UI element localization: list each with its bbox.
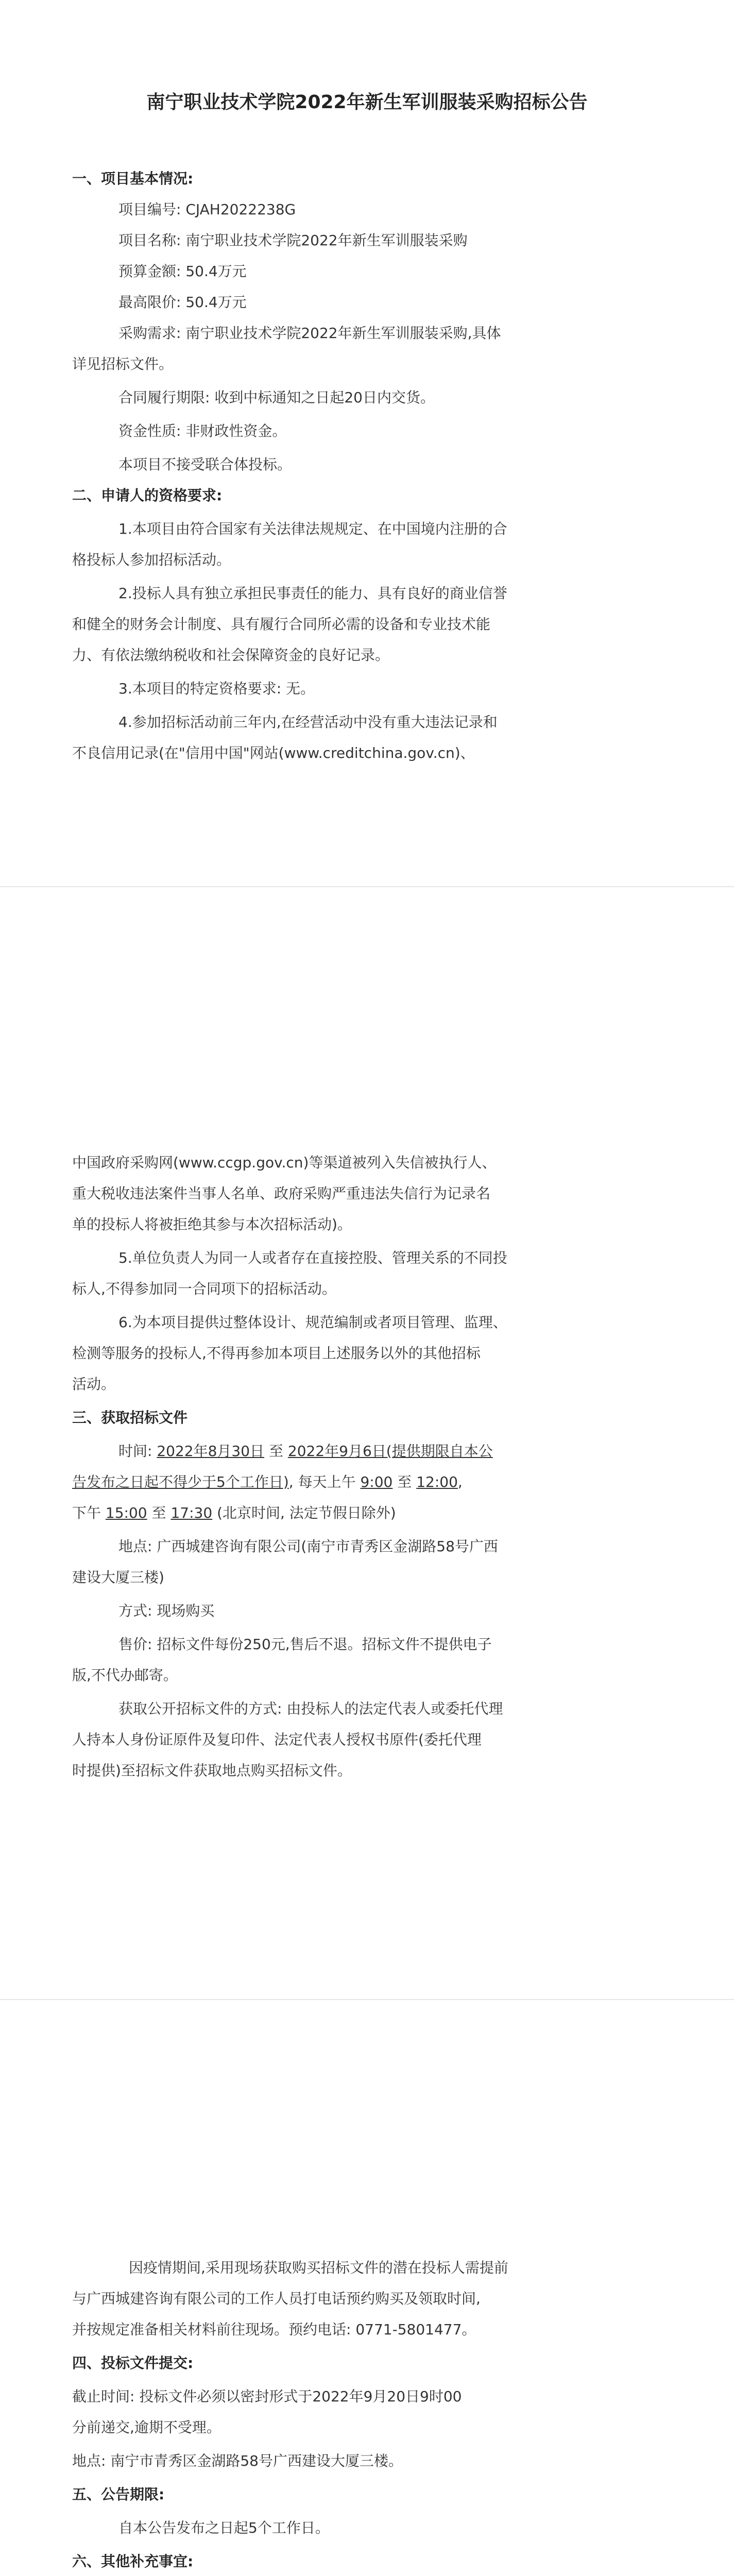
announcement-title: 南宁职业技术学院2022年新生军训服装采购招标公告: [146, 92, 588, 113]
epidemic-notice-line-1: 因疫情期间,采用现场获取购买招标文件的潜在投标人需提前: [129, 2259, 508, 2276]
pm-to: 至: [151, 1504, 166, 1521]
pm-start: 15:00: [105, 1504, 147, 1521]
max-price: 最高限价: 50.4万元: [118, 294, 247, 311]
obtain-way-line-2: 人持本人身份证原件及复印件、法定代表人授权书原件(委托代理: [72, 1731, 482, 1748]
obtain-way-line-1: 获取公开招标文件的方式: 由投标人的法定代表人或委托代理: [118, 1700, 503, 1717]
funds-nature: 资金性质: 非财政性资金。: [118, 422, 287, 439]
time-to: 至: [268, 1443, 283, 1460]
qualification-5-line-2: 标人,不得参加同一合同项下的招标活动。: [72, 1280, 336, 1297]
qualification-2-line-3: 力、有依法缴纳税收和社会保障资金的良好记录。: [72, 647, 390, 664]
page-divider: [0, 1999, 734, 2000]
project-number: 项目编号: CJAH2022238G: [118, 201, 296, 218]
time-start-date: 2022年8月30日: [157, 1443, 265, 1460]
requirement-line-1: 采购需求: 南宁职业技术学院2022年新生军训服装采购,具体: [118, 325, 501, 342]
document-price-line-2: 版,不代办邮寄。: [72, 1667, 178, 1684]
bid-place: 地点: 南宁市青秀区金湖路58号广西建设大厦三楼。: [72, 2452, 403, 2469]
time-daily: 每天上午: [298, 1473, 356, 1490]
qualification-2-line-2: 和健全的财务会计制度、具有履行合同所必需的设备和专业技术能: [72, 616, 491, 633]
obtain-method: 方式: 现场购买: [118, 1602, 215, 1619]
document-price-line-1: 售价: 招标文件每份250元,售后不退。招标文件不提供电子: [118, 1636, 492, 1653]
qualification-4-line-4: 重大税收违法案件当事人名单、政府采购严重违法失信行为记录名: [72, 1185, 491, 1202]
am-to: 至: [397, 1473, 412, 1490]
qualification-4-line-1: 4.参加招标活动前三年内,在经营活动中没有重大违法记录和: [118, 714, 498, 731]
contract-period: 合同履行期限: 收到中标通知之日起20日内交货。: [118, 389, 435, 406]
bid-deadline-line-2: 分前递交,逾期不受理。: [72, 2419, 221, 2436]
qualification-5-line-1: 5.单位负责人为同一人或者存在直接控股、管理关系的不同投: [118, 1249, 507, 1266]
section-heading-obtain-documents: 三、获取招标文件: [72, 1409, 188, 1426]
section-heading-notice-period: 五、公告期限:: [72, 2486, 165, 2503]
am-end: 12:00: [416, 1473, 458, 1490]
qualification-1-line-2: 格投标人参加招标活动。: [72, 551, 231, 568]
requirement-line-2: 详见招标文件。: [72, 355, 174, 372]
bid-deadline-line-1: 截止时间: 投标文件必须以密封形式于2022年9月20日9时00: [72, 2388, 462, 2405]
time-note-line-2: 告发布之日起不得少于5个工作日): [72, 1473, 289, 1490]
qualification-4-line-3: 中国政府采购网(www.ccgp.gov.cn)等渠道被列入失信被执行人、: [72, 1154, 497, 1171]
qualification-6-line-1: 6.为本项目提供过整体设计、规范编制或者项目管理、监理、: [118, 1314, 507, 1331]
qualification-6-line-3: 活动。: [72, 1376, 116, 1393]
time-end-date: 2022年9月6日: [287, 1443, 386, 1460]
obtain-time-line-2: 告发布之日起不得少于5个工作日), 每天上午 9:00 至 12:00,: [72, 1473, 463, 1490]
time-label: 时间:: [118, 1443, 157, 1460]
budget-amount: 预算金额: 50.4万元: [118, 263, 247, 280]
qualification-1-line-1: 1.本项目由符合国家有关法律法规规定、在中国境内注册的合: [118, 520, 507, 537]
epidemic-notice-line-2: 与广西城建咨询有限公司的工作人员打电话预约购买及领取时间,: [72, 2290, 481, 2307]
notice-period-text: 自本公告发布之日起5个工作日。: [118, 2519, 330, 2536]
pm-label: 下午: [72, 1504, 101, 1521]
epidemic-notice-line-3: 并按规定准备相关材料前往现场。预约电话: 0771-5801477。: [72, 2321, 476, 2338]
qualification-4-line-5: 单的投标人将被拒绝其参与本次招标活动)。: [72, 1216, 352, 1233]
page-divider: [0, 886, 734, 887]
qualification-6-line-2: 检测等服务的投标人,不得再参加本项目上述服务以外的其他招标: [72, 1345, 481, 1362]
obtain-time-line-1: [118, 1440, 711, 1461]
time-note-line-1: (提供期限自本公: [386, 1443, 493, 1460]
obtain-time-line-3: [72, 1502, 664, 1522]
obtain-place-line-2: 建设大厦三楼): [72, 1569, 164, 1586]
project-name: 项目名称: 南宁职业技术学院2022年新生军训服装采购: [118, 232, 468, 249]
section-heading-bid-submission: 四、投标文件提交:: [72, 2354, 194, 2371]
obtain-way-line-3: 时提供)至招标文件获取地点购买招标文件。: [72, 1762, 352, 1779]
section-heading-qualifications: 二、申请人的资格要求:: [72, 487, 223, 504]
qualification-2-line-1: 2.投标人具有独立承担民事责任的能力、具有良好的商业信誉: [118, 585, 507, 602]
section-heading-other-matters: 六、其他补充事宜:: [72, 2553, 194, 2570]
time-suffix: (北京时间, 法定节假日除外): [217, 1504, 396, 1521]
qualification-4-line-2: 不良信用记录(在"信用中国"网站(www.creditchina.gov.cn)、: [72, 744, 475, 761]
no-consortium: 本项目不接受联合体投标。: [118, 456, 292, 473]
obtain-place-line-1: 地点: 广西城建咨询有限公司(南宁市青秀区金湖路58号广西: [118, 1538, 498, 1555]
section-heading-basic-info: 一、项目基本情况:: [72, 170, 194, 187]
qualification-3: 3.本项目的特定资格要求: 无。: [118, 680, 315, 697]
pm-end: 17:30: [170, 1504, 213, 1521]
am-start: 9:00: [360, 1473, 393, 1490]
